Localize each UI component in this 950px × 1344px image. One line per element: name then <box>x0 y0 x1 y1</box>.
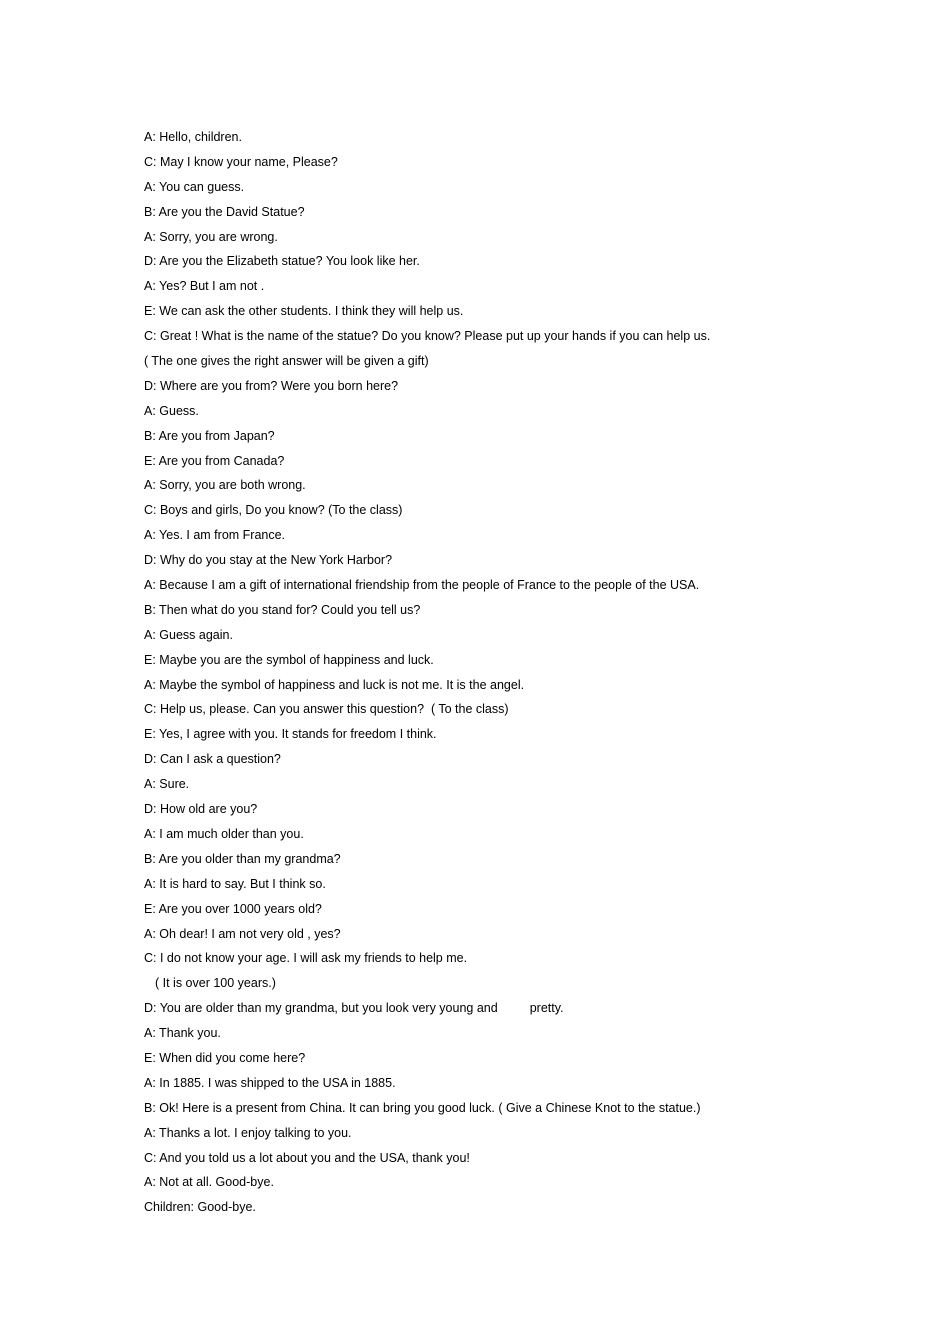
dialogue-line: A: Hello, children. <box>144 130 242 144</box>
dialogue-line: A: It is hard to say. But I think so. <box>144 876 326 891</box>
dialogue-line: E: Are you over 1000 years old? <box>144 901 322 916</box>
dialogue-line: C: Great ! What is the name of the statue? Do you know? Please put up your hands if you can help us. <box>144 329 711 344</box>
dialogue-line: C: I do not know your age. I will ask my friends to help me. <box>144 951 468 966</box>
dialogue-line: A: Guess again. <box>144 627 233 642</box>
dialogue-line: E: Are you from Canada? <box>144 453 285 468</box>
dialogue-line: D: Are you the Elizabeth statue? You look like her. <box>144 254 420 269</box>
dialogue-line-part: pretty. <box>529 1001 564 1016</box>
dialogue-line: D: Why do you stay at the New York Harbor? <box>144 553 393 568</box>
dialogue-line: A: Sorry, you are both wrong. <box>144 478 306 493</box>
stage-direction: ( It is over 100 years.) <box>155 976 276 991</box>
dialogue-line: B: Are you from Japan? <box>144 428 275 443</box>
dialogue-line: B: Then what do you stand for? Could you tell us? <box>144 602 421 617</box>
dialogue-line: A: You can guess. <box>144 179 245 194</box>
dialogue-line: C: May I know your name, Please? <box>144 154 338 169</box>
dialogue-line: A: Sure. <box>144 777 190 792</box>
dialogue-line: B: Ok! Here is a present from China. It can bring you good luck. ( Give a Chinese Knot to the statue.) <box>144 1100 701 1115</box>
dialogue-line: A: Thank you. <box>144 1026 221 1041</box>
dialogue-line: A: I am much older than you. <box>144 826 304 841</box>
dialogue-line: E: Yes, I agree with you. It stands for freedom I think. <box>144 727 437 742</box>
dialogue-line: B: Are you older than my grandma? <box>144 851 341 866</box>
dialogue-line: E: Maybe you are the symbol of happiness and luck. <box>144 652 434 667</box>
dialogue-line: A: Maybe the symbol of happiness and luck is not me. It is the angel. <box>144 677 525 692</box>
dialogue-line: C: Boys and girls, Do you know? (To the class) <box>144 503 403 518</box>
dialogue-line: D: How old are you? <box>144 802 258 817</box>
dialogue-line: A: Oh dear! I am not very old , yes? <box>144 926 341 941</box>
dialogue-line: C: And you told us a lot about you and the USA, thank you! <box>144 1150 470 1165</box>
dialogue-line: A: Yes. I am from France. <box>144 528 286 543</box>
dialogue-line: A: In 1885. I was shipped to the USA in 1885. <box>144 1075 396 1090</box>
dialogue-line: E: When did you come here? <box>144 1050 306 1065</box>
dialogue-line: A: Because I am a gift of international friendship from the people of France to the people of the USA. <box>144 578 700 593</box>
dialogue-line: Children: Good-bye. <box>144 1200 256 1215</box>
dialogue-line: A: Guess. <box>144 403 199 418</box>
stage-direction: ( The one gives the right answer will be given a gift) <box>144 354 429 369</box>
dialogue-line-part: D: You are older than my grandma, but you look very young and <box>144 1001 498 1016</box>
dialogue-line <box>144 998 864 1023</box>
dialogue-line: D: Can I ask a question? <box>144 752 281 767</box>
dialogue-line: A: Thanks a lot. I enjoy talking to you. <box>144 1125 352 1140</box>
dialogue-line: B: Are you the David Statue? <box>144 204 305 219</box>
dialogue-line: A: Not at all. Good-bye. <box>144 1175 274 1190</box>
dialogue-line: A: Sorry, you are wrong. <box>144 229 278 244</box>
dialogue-line: E: We can ask the other students. I think they will help us. <box>144 304 464 319</box>
dialogue-line: A: Yes? But I am not . <box>144 279 265 294</box>
dialogue-script <box>144 127 864 1222</box>
dialogue-line: D: Where are you from? Were you born here? <box>144 378 399 393</box>
dialogue-line: C: Help us, please. Can you answer this question? ( To the class) <box>144 702 509 717</box>
